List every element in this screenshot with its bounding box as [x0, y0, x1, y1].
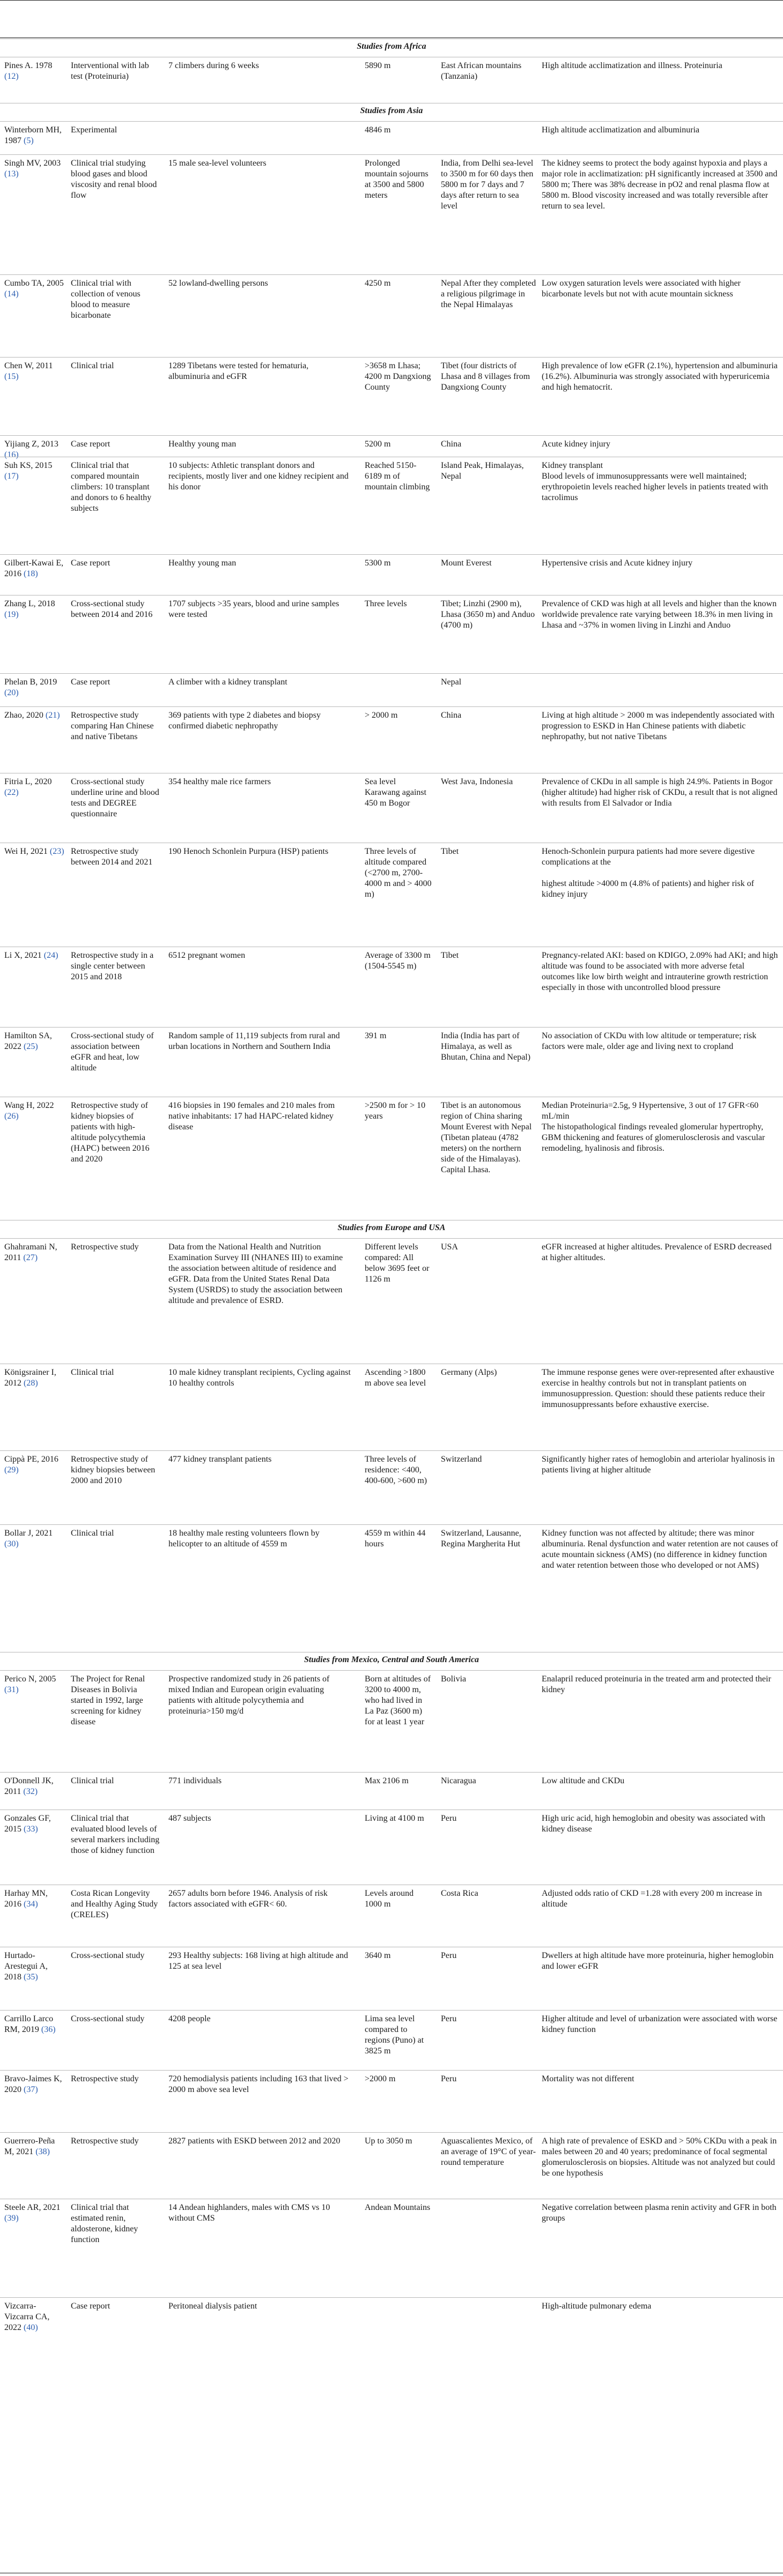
participants-cell: Healthy young man	[168, 559, 237, 568]
header-altitude	[363, 2, 434, 4]
participants-cell: 771 individuals	[168, 1776, 222, 1785]
participants-cell: 18 healthy male resting volunteers flown by helicopter to an altitude of 4559 m	[168, 1529, 320, 1548]
participants-cell	[166, 122, 354, 125]
altitude-cell: Average of 3300 m (1504-5545 m)	[365, 951, 431, 971]
country-cell: Switzerland	[441, 1455, 482, 1464]
reference-number: (37)	[24, 2085, 38, 2094]
table-row	[0, 1027, 783, 1097]
type-of-study-cell: Case report	[71, 440, 110, 449]
altitude-cell: 4250 m	[365, 279, 391, 288]
country-cell: Peru	[441, 1951, 457, 1960]
section-heading: Studies from Africa	[0, 39, 783, 60]
table-row	[0, 1947, 783, 2011]
outcome-cell: Pregnancy-related AKI: based on KDIGO, 2.09% had AKI; and high altitude was found to be associated with more adverse fetal outcomes like low birth weight and intrauterine growth restriction especially in those with uncontrolled blood pressure	[542, 951, 778, 992]
type-of-study-cell: Retrospective study between 2014 and 2021	[71, 847, 153, 867]
outcome-cell: Enalapril reduced proteinuria in the treated arm and protected their kidney	[542, 1674, 771, 1694]
table-row	[0, 773, 783, 843]
type-of-study-cell: Case report	[71, 2302, 110, 2311]
header-type-of-study	[69, 2, 162, 4]
table-row	[0, 673, 783, 707]
country-cell: Germany (Alps)	[441, 1368, 497, 1377]
type-of-study-cell: Clinical trial that compared mountain climbers: 10 transplant and donors to 6 healthy subjects	[71, 461, 152, 513]
reference-number: (12)	[4, 72, 19, 81]
table-row	[0, 2132, 783, 2199]
table-row	[0, 2199, 783, 2298]
reference-author: Winterborn MH, 1987	[4, 125, 62, 145]
reference-number: (13)	[4, 169, 19, 178]
table-row	[0, 357, 783, 436]
altitude-cell: Levels around 1000 m	[365, 1889, 414, 1909]
participants-cell: 15 male sea-level volunteers	[168, 159, 267, 168]
altitude-cell: >3658 m Lhasa; 4200 m Dangxiong County	[365, 361, 431, 392]
outcome-cell: High altitude acclimatization and illness. Proteinuria	[542, 61, 722, 70]
table-row	[0, 154, 783, 275]
type-of-study-cell: Clinical trial	[71, 1776, 114, 1785]
participants-cell: 4208 people	[168, 2014, 211, 2023]
altitude-cell: Reached 5150-6189 m of mountain climbing	[365, 461, 430, 492]
outcome-cell: High-altitude pulmonary edema	[542, 2302, 652, 2311]
participants-cell: A climber with a kidney transplant	[168, 677, 287, 687]
altitude-cell: Born at altitudes of 3200 to 4000 m, who had lived in La Paz (3600 m) for at least 1 year	[365, 1674, 431, 1726]
country-cell: Tibet	[441, 951, 459, 960]
reference-number: (19)	[4, 610, 19, 619]
country-cell: Peru	[441, 1814, 457, 1823]
participants-cell: Random sample of 11,119 subjects from rural and urban locations in Northern and Southern India	[168, 1031, 340, 1051]
table-row	[0, 1810, 783, 1885]
country-cell	[439, 2199, 538, 2202]
header-country	[439, 2, 538, 4]
table-row	[0, 1097, 783, 1220]
table-row	[0, 595, 783, 674]
outcome-cell: Low altitude and CKDu	[542, 1776, 625, 1785]
altitude-cell: 4559 m within 44 hours	[365, 1529, 426, 1548]
reference-cell	[2, 1810, 67, 1835]
altitude-cell: Different levels compared: All below 3695 feet or 1126 m	[365, 1242, 430, 1284]
type-of-study-cell: The Project for Renal Diseases in Bolivia started in 1992, large screening for kidney disease	[71, 1674, 145, 1726]
table-top-rule	[0, 0, 783, 1]
reference-cell	[2, 843, 67, 857]
outcome-cell: Significantly higher rates of hemoglobin and arteriolar hyalinosis in patients living at higher altitude	[542, 1455, 775, 1475]
reference-cell	[2, 674, 67, 698]
country-cell: Nepal After they completed a religious pilgrimage in the Nepal Himalayas	[441, 279, 536, 309]
reference-number: (36)	[41, 2025, 56, 2034]
participants-cell: 10 subjects: Athletic transplant donors and recipients, mostly liver and one kidney recipient and his donor	[168, 461, 349, 492]
type-of-study-cell: Retrospective study of kidney biopsies of patients with high-altitude polycythemia (HAPC) between 2016 and 2020	[71, 1101, 150, 1164]
reference-author: Carrillo Larco RM, 2019	[4, 2014, 54, 2034]
altitude-cell: Three levels of altitude compared (<2700 m, 2700-4000 m and > 4000 m)	[365, 847, 432, 899]
country-cell: China	[441, 440, 462, 449]
outcome-cell: The immune response genes were over-represented after exhaustive exercise in healthy controls but not in transplant patients on immunosuppression. Question: should these patients reduce their immunosuppressants before exhaustive exercise.	[542, 1368, 774, 1409]
outcome-cell: Hypertensive crisis and Acute kidney injury	[542, 559, 693, 568]
participants-cell: 2657 adults born before 1946. Analysis of risk factors associated with eGFR< 60.	[168, 1889, 328, 1909]
participants-cell: 52 lowland-dwelling persons	[168, 279, 268, 288]
country-cell: Bolivia	[441, 1674, 467, 1684]
outcome-cell: Prevalence of CKD was high at all levels and higher than the known worldwide prevalence rate varying between 18.3% in men living in Lhasa and ~37% in women living in Linzhi and Anduo	[542, 599, 777, 630]
participants-cell: 1289 Tibetans were tested for hematuria, albuminuria and eGFR	[168, 361, 309, 381]
outcome-cell: No association of CKDu with low altitude or temperature; risk factors were male, older age and living next to cropland	[542, 1031, 757, 1051]
reference-cell	[2, 2011, 67, 2035]
reference-author: Harhay MN, 2016	[4, 1889, 48, 1909]
reference-number: (14)	[4, 289, 19, 299]
altitude-cell: 3640 m	[365, 1951, 391, 1960]
table-row	[0, 554, 783, 595]
participants-cell: 416 biopsies in 190 females and 210 males from native inhabitants: 17 had HAPC-related kidney disease	[168, 1101, 335, 1131]
reference-cell	[2, 1028, 67, 1052]
participants-cell: 720 hemodialysis patients including 163 that lived > 2000 m above sea level	[168, 2074, 349, 2094]
reference-author: Cumbo TA, 2005	[4, 279, 64, 288]
reference-author: Vizcarra-Vizcarra CA, 2022	[4, 2302, 50, 2332]
country-cell: West Java, Indonesia	[441, 777, 513, 786]
reference-cell	[2, 707, 67, 721]
reference-cell	[2, 2071, 67, 2095]
reference-cell	[2, 1885, 67, 1910]
reference-author: Li X, 2021	[4, 951, 44, 960]
reference-cell	[2, 1525, 67, 1550]
reference-cell	[2, 358, 67, 382]
type-of-study-cell: Clinical trial that estimated renin, aldosterone, kidney function	[71, 2203, 138, 2244]
section-heading: Studies from Mexico, Central and South America	[0, 1652, 783, 1673]
reference-number: (35)	[24, 1972, 38, 1982]
altitude-cell: 5890 m	[365, 61, 391, 70]
participants-cell: 487 subjects	[168, 1814, 211, 1823]
country-cell: Costa Rica	[441, 1889, 478, 1898]
reference-number: (21)	[45, 711, 60, 720]
altitude-cell: > 2000 m	[365, 711, 398, 720]
country-cell: India, from Delhi sea-level to 3500 m for 60 days then 5800 m for 7 days and 7 days after return to sea level	[441, 159, 534, 211]
type-of-study-cell: Clinical trial studying blood gases and blood viscosity and renal blood flow	[71, 159, 157, 200]
reference-cell	[2, 595, 67, 620]
outcome-cell: High prevalence of low eGFR (2.1%), hypertension and albuminuria (16.2%). Albuminuria was strongly associated with hyperuricemia and high hematocrit.	[542, 361, 778, 392]
reference-author: Fitria L, 2020	[4, 777, 52, 786]
altitude-cell: Ascending >1800 m above sea level	[365, 1368, 426, 1388]
reference-author: Zhang L, 2018	[4, 599, 55, 608]
reference-cell	[2, 275, 67, 300]
reference-author: Bollar J, 2021	[4, 1529, 53, 1538]
participants-cell: 477 kidney transplant patients	[168, 1455, 272, 1464]
altitude-cell: Lima sea level compared to regions (Puno) at 3825 m	[365, 2014, 424, 2056]
reference-author: Chen W, 2011	[4, 361, 53, 370]
altitude-cell: 5200 m	[365, 440, 391, 449]
type-of-study-cell: Experimental	[71, 125, 117, 135]
table-row	[0, 1885, 783, 1947]
participants-cell: Healthy young man	[168, 440, 237, 449]
reference-cell	[2, 1773, 67, 1797]
outcome-cell: Kidney transplant Blood levels of immunosuppressants were well maintained; erythropoietin levels reached higher levels in patients treated with tacrolimus	[542, 461, 769, 502]
participants-cell: 7 climbers during 6 weeks	[168, 61, 259, 70]
reference-author: Hamilton SA, 2022	[4, 1031, 52, 1051]
participants-cell: Data from the National Health and Nutrition Examination Survey III (NHANES III) to examine the association between altitude of residence and eGFR. Data from the United States Renal Data System (USRDS) to study the association between altitude and prevalence of ESRD.	[168, 1242, 343, 1305]
reference-cell	[2, 1239, 67, 1263]
country-cell: Peru	[441, 2014, 457, 2023]
reference-author: Phelan B, 2019	[4, 677, 57, 687]
participants-cell: 1707 subjects >35 years, blood and urine samples were tested	[168, 599, 339, 619]
table-row	[0, 2070, 783, 2133]
table-row	[0, 1670, 783, 1773]
reference-number: (23)	[49, 847, 64, 856]
header-reference	[2, 2, 67, 4]
outcome-cell: Acute kidney injury	[542, 440, 610, 449]
table-row	[0, 57, 783, 103]
participants-cell: 354 healthy male rice farmers	[168, 777, 271, 786]
reference-number: (25)	[24, 1042, 38, 1051]
table-row	[0, 843, 783, 947]
type-of-study-cell: Retrospective study	[71, 1242, 139, 1252]
participants-cell: 190 Henoch Schonlein Purpura (HSP) patients	[168, 847, 329, 856]
type-of-study-cell: Cross-sectional study of association between eGFR and heat, low altitude	[71, 1031, 154, 1073]
type-of-study-cell: Costa Rican Longevity and Healthy Aging Study (CRELES)	[71, 1889, 158, 1919]
table-row	[0, 1524, 783, 1652]
table-row	[0, 274, 783, 358]
reference-author: Suh KS, 2015	[4, 461, 53, 470]
reference-number: (20)	[4, 688, 19, 697]
reference-number: (40)	[24, 2323, 38, 2332]
outcome-cell: Low oxygen saturation levels were associated with higher bicarbonate levels but not with acute mountain sickness	[542, 279, 741, 299]
participants-cell: 369 patients with type 2 diabetes and biopsy confirmed diabetic nephropathy	[168, 711, 321, 731]
outcome-cell: Adjusted odds ratio of CKD =1.28 with every 200 m increase in altitude	[542, 1889, 762, 1909]
reference-author: Steele AR, 2021	[4, 2203, 61, 2212]
table-row	[0, 1772, 783, 1810]
type-of-study-cell: Retrospective study	[71, 2136, 139, 2146]
reference-number: (29)	[4, 1465, 19, 1475]
reference-number: (33)	[24, 1825, 38, 1834]
reference-cell	[2, 947, 67, 961]
reference-number: (28)	[24, 1379, 38, 1388]
altitude-cell: Prolonged mountain sojourns at 3500 and 5800 meters	[365, 159, 429, 200]
country-cell: Tibet (four districts of Lhasa and 8 villages from Dangxiong County	[441, 361, 530, 392]
country-cell: Peru	[441, 2074, 457, 2083]
outcome-cell: Mortality was not different	[542, 2074, 634, 2083]
table-row	[0, 121, 783, 155]
table-header-row	[0, 2, 783, 36]
reference-author: Singh MV, 2003	[4, 159, 61, 168]
reference-author: Ghahramani N, 2011	[4, 1242, 57, 1262]
type-of-study-cell: Clinical trial	[71, 1368, 114, 1377]
reference-cell	[2, 555, 67, 579]
section-heading: Studies from Asia	[0, 103, 783, 124]
reference-author: Wei H, 2021	[4, 847, 50, 856]
reference-author: Wang H, 2022	[4, 1101, 54, 1110]
type-of-study-cell: Clinical trial with collection of venous blood to measure bicarbonate	[71, 279, 141, 320]
reference-author: Bravo-Jaimes K, 2020	[4, 2074, 62, 2094]
country-cell: East African mountains (Tanzania)	[441, 61, 522, 81]
country-cell: Nicaragua	[441, 1776, 476, 1785]
reference-number: (24)	[43, 951, 58, 960]
type-of-study-cell: Retrospective study of kidney biopsies between 2000 and 2010	[71, 1455, 156, 1485]
table-row	[0, 457, 783, 555]
altitude-cell: Living at 4100 m	[365, 1814, 424, 1823]
type-of-study-cell: Cross-sectional study	[71, 2014, 145, 2023]
altitude-cell: Andean Mountains	[365, 2203, 431, 2212]
reference-cell	[2, 122, 67, 146]
type-of-study-cell: Case report	[71, 677, 110, 687]
country-cell: Switzerland, Lausanne, Regina Margherita Hut	[441, 1529, 521, 1548]
altitude-cell: Three levels	[365, 599, 407, 608]
reference-cell	[2, 1947, 67, 1983]
reference-number: (16)	[4, 450, 19, 459]
participants-cell: 6512 pregnant women	[168, 951, 246, 960]
table-row	[0, 1450, 783, 1525]
type-of-study-cell: Clinical trial	[71, 1529, 114, 1538]
participants-cell: Prospective randomized study in 26 patients of mixed Indian and European origin evaluating patients with altitude polycythemia and proteinuria>150 mg/d	[168, 1674, 330, 1716]
header-participants	[166, 2, 354, 4]
header-outcome	[540, 2, 781, 4]
outcome-cell: Dwellers at high altitude have more proteinuria, higher hemoglobin and lower eGFR	[542, 1951, 774, 1971]
reference-cell	[2, 155, 67, 180]
reference-number: (18)	[24, 569, 38, 578]
section-heading: Studies from Europe and USA	[0, 1220, 783, 1241]
reference-number: (30)	[4, 1539, 19, 1548]
country-cell: USA	[441, 1242, 459, 1252]
outcome-cell	[540, 674, 781, 677]
altitude-cell	[363, 2298, 434, 2301]
outcome-cell: High uric acid, high hemoglobin and obesity was associated with kidney disease	[542, 1814, 765, 1834]
participants-cell: Peritoneal dialysis patient	[168, 2302, 257, 2311]
outcome-cell: Henoch-Schonlein purpura patients had more severe digestive complications at the highest altitude >4000 m (4.8% of patients) and higher risk of kidney injury	[542, 847, 755, 899]
type-of-study-cell: Case report	[71, 559, 110, 568]
country-cell: Island Peak, Himalayas, Nepal	[441, 461, 524, 481]
country-cell	[439, 2298, 538, 2301]
reference-number: (38)	[35, 2147, 50, 2156]
country-cell: Nepal	[441, 677, 462, 687]
reference-cell	[2, 2133, 67, 2157]
country-cell: India (India has part of Himalaya, as well as Bhutan, China and Nepal)	[441, 1031, 531, 1062]
reference-number: (5)	[24, 136, 34, 145]
altitude-cell: Three levels of residence: <400, 400-600, >600 m)	[365, 1455, 427, 1485]
altitude-cell: >2000 m	[365, 2074, 396, 2083]
reference-number: (22)	[4, 788, 19, 797]
table-row	[0, 947, 783, 1028]
reference-author: Perico N, 2005	[4, 1674, 56, 1684]
altitude-cell: 5300 m	[365, 559, 391, 568]
reference-author: Gilbert-Kawai E, 2016	[4, 559, 64, 578]
participants-cell: 14 Andean highlanders, males with CMS vs 10 without CMS	[168, 2203, 330, 2223]
outcome-cell: A high rate of prevalence of ESKD and > 50% CKDu with a peak in males between 20 and 40 years; predominance of focal segmental glomerulosclerosis on biopsies. Altitude was not analyzed but could be one hypothesis	[542, 2136, 777, 2178]
reference-cell	[2, 773, 67, 798]
table-row	[0, 1238, 783, 1364]
reference-cell	[2, 57, 67, 82]
country-cell: China	[441, 711, 462, 720]
outcome-cell: Kidney function was not affected by altitude; there was minor albuminuria. Renal dysfunction and water retention are not causes of acute mountain sickness (AMS) (no difference in kidney function and water retention between those who developed or not AMS)	[542, 1529, 778, 1570]
table-row	[0, 2297, 783, 2379]
reference-cell	[2, 1364, 67, 1389]
country-cell	[439, 122, 538, 125]
reference-number: (34)	[24, 1900, 38, 1909]
country-cell: Tibet; Linzhi (2900 m), Lhasa (3650 m) and Anduo (4700 m)	[441, 599, 535, 630]
outcome-cell: Median Proteinuria=2.5g, 9 Hypertensive, 3 out of 17 GFR<60 mL/min The histopathological findings revealed glomerular hypertrophy, GBM thickening and features of glomerulosclerosis and vascular remodeling, hyalinosis and fibrosis.	[542, 1101, 765, 1153]
reference-author: Yijiang Z, 2013	[4, 440, 58, 449]
altitude-cell: Up to 3050 m	[365, 2136, 412, 2146]
reference-author: Königsrainer I, 2012	[4, 1368, 56, 1388]
table-row	[0, 435, 783, 457]
type-of-study-cell: Cross-sectional study underline urine and blood tests and DEGREE questionnaire	[71, 777, 159, 818]
country-cell: Aguascalientes Mexico, of an average of 19°C of year-round temperature	[441, 2136, 536, 2167]
altitude-cell: 4846 m	[365, 125, 391, 135]
reference-cell	[2, 1671, 67, 1695]
outcome-cell: High altitude acclimatization and albuminuria	[542, 125, 700, 135]
outcome-cell: Negative correlation between plasma renin activity and GFR in both groups	[542, 2203, 777, 2223]
reference-author: O'Donnell JK, 2011	[4, 1776, 54, 1796]
reference-number: (32)	[23, 1787, 38, 1796]
altitude-cell: Sea level Karawang against 450 m Bogor	[365, 777, 427, 808]
participants-cell: 293 Healthy subjects: 168 living at high altitude and 125 at sea level	[168, 1951, 349, 1971]
table-row	[0, 1364, 783, 1451]
reference-cell	[2, 1451, 67, 1476]
reference-number: (27)	[23, 1253, 38, 1262]
reference-number: (31)	[4, 1685, 19, 1694]
altitude-cell: Max 2106 m	[365, 1776, 409, 1785]
reference-number: (26)	[4, 1112, 19, 1121]
outcome-cell: Higher altitude and level of urbanization were associated with worse kidney function	[542, 2014, 778, 2034]
reference-author: Guerrero-Peña M, 2021	[4, 2136, 55, 2156]
reference-cell	[2, 457, 67, 482]
type-of-study-cell: Clinical trial	[71, 361, 114, 370]
reference-author: Hurtado-Arestegui A, 2018	[4, 1951, 48, 1982]
reference-cell	[2, 1097, 67, 1122]
outcome-cell: The kidney seems to protect the body against hypoxia and plays a major role in acclimatization: pH significantly increased at 3500 and 5800 m; There was 38% decrease in pO2 and renal plasma flow at 5800 m. Blood viscosity increased and was totally reversible after return to sea level.	[542, 159, 778, 211]
reference-number: (15)	[4, 372, 19, 381]
type-of-study-cell: Cross-sectional study	[71, 1951, 145, 1960]
reference-author: Cippà PE, 2016	[4, 1455, 58, 1464]
reference-author: Pines A. 1978	[4, 61, 53, 70]
reference-author: Gonzales GF, 2015	[4, 1814, 51, 1834]
participants-cell: 10 male kidney transplant recipients, Cycling against 10 healthy controls	[168, 1368, 351, 1388]
type-of-study-cell: Interventional with lab test (Proteinuria)	[71, 61, 149, 81]
type-of-study-cell: Retrospective study in a single center between 2015 and 2018	[71, 951, 154, 981]
type-of-study-cell: Retrospective study comparing Han Chinese and native Tibetans	[71, 711, 154, 741]
reference-cell	[2, 2298, 67, 2333]
country-cell: Mount Everest	[441, 559, 492, 568]
country-cell: Tibet is an autonomous region of China sharing Mount Everest with Nepal (Tibetan plateau (4782 meters) on the northern side of the Himalayas). Capital Lhasa.	[441, 1101, 532, 1174]
country-cell: Tibet	[441, 847, 459, 856]
type-of-study-cell: Retrospective study	[71, 2074, 139, 2083]
outcome-cell: eGFR increased at higher altitudes. Prevalence of ESRD decreased at higher altitudes.	[542, 1242, 772, 1262]
outcome-cell: Living at high altitude > 2000 m was independently associated with progression to ESKD in Han Chinese patients with diabetic nephropathy, but not native Tibetans	[542, 711, 774, 741]
altitude-cell: 391 m	[365, 1031, 387, 1040]
type-of-study-cell: Clinical trial that evaluated blood levels of several markers including those of kidney function	[71, 1814, 160, 1855]
altitude-cell	[363, 674, 434, 677]
outcome-cell: Prevalence of CKDu in all sample is high 24.9%. Patients in Bogor (higher altitude) had higher risk of CKDu, a result that is not aligned with results from El Salvador or India	[542, 777, 778, 808]
reference-number: (39)	[4, 2214, 19, 2223]
reference-cell	[2, 2199, 67, 2224]
altitude-cell: >2500 m for > 10 years	[365, 1101, 426, 1121]
table-row	[0, 706, 783, 773]
participants-cell: 2827 patients with ESKD between 2012 and 2020	[168, 2136, 341, 2146]
type-of-study-cell: Cross-sectional study between 2014 and 2016	[71, 599, 153, 619]
reference-number: (17)	[4, 472, 19, 481]
reference-author: Zhao, 2020	[4, 711, 46, 720]
table-row	[0, 2010, 783, 2071]
